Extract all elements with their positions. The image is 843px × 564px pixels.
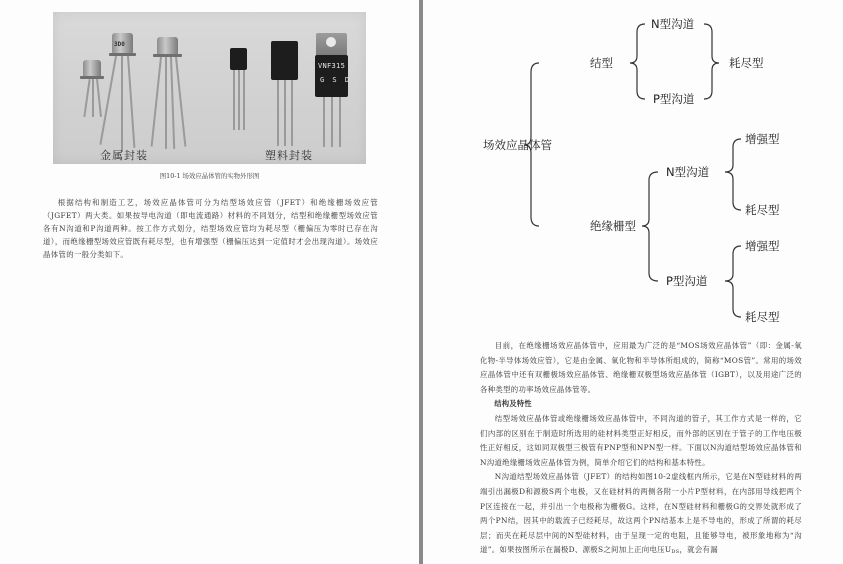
- body-paragraph: 根据结构和制造工艺，场效应晶体管可分为结型场效应管（JFET）和绝缘栅场效应管（JGFET）两大类。如果按导电沟道（即电流通路）材料的不同划分，结型和绝缘栅型场效应管各有N沟道和P沟道两种。按工作方式划分，结型场效应管均为耗尽型（栅偏压为零时已存在沟道），而绝缘栅型场效应管既有耗尽型，也有增强型（栅偏压达到一定值时才会出现沟道）。场效应晶体管的一般分类如下。: [43, 198, 378, 260]
- plastic-to126-transistor: [271, 41, 298, 80]
- tree-ig-n-channel: N型沟道: [666, 165, 710, 179]
- tree-ig-n-depletion: 耗尽型: [745, 203, 780, 217]
- section-heading: 结构及特性: [494, 399, 532, 409]
- tree-ig-n-enhancement: 增强型: [745, 132, 780, 146]
- package-marking: VNF315: [318, 62, 346, 70]
- left-page: [0, 0, 419, 564]
- fet-photo-figure: [53, 12, 366, 164]
- trailing-text: ，就会有漏: [679, 545, 718, 555]
- metal-package-label: 金属封装: [100, 149, 148, 162]
- plastic-package-label: 塑料封装: [265, 149, 313, 162]
- tree-junction-p-channel: P型沟道: [653, 92, 695, 106]
- tree-root: 场效应晶体管: [483, 138, 552, 152]
- plastic-to92-transistor: [230, 48, 247, 70]
- body-paragraph: [480, 470, 802, 560]
- tree-junction-n-channel: N型沟道: [651, 17, 695, 31]
- body-paragraph: 结型场效应晶体管或绝缘栅场效应晶体管中，不同沟道的管子，其工作方式是一样的，它们内部的区别在于制造时所选用的硅材料类型正好相反，而外部的区别在于管子的工作电压极性正好相反，这如同双极型三极管有PNP型和NPN型一样。下面以N沟道结型场效应晶体管和N沟道绝缘栅场效应晶体管为例，简单介绍它们的结构和基本特性。: [480, 413, 802, 467]
- tree-ig-p-depletion: 耗尽型: [745, 310, 780, 324]
- fet-classification-tree: [423, 0, 843, 335]
- right-body-text: [480, 339, 802, 560]
- figure-caption: 图10-1 场效应晶体管的实物外形图: [159, 172, 260, 180]
- body-paragraph: 目前，在绝缘栅场效应晶体管中，应用最为广泛的是“MOS场效应晶体管”（即：金属-氧化物-半导体场效应管），它是由金属、氧化物和半导体所组成的，简称“MOS管”。常用的场效应晶体管中还有双栅极场效应晶体管、绝缘栅双极型场效应晶体管（IGBT），以及用途广泛的各种类型的功率场效应晶体管等。: [480, 341, 802, 394]
- body-paragraph-text: N沟道结型场效应晶体管（JFET）的结构如图10-2虚线框内所示，它是在N型硅材料的两端引出漏极D和源极S两个电极，又在硅材料的两侧各附一小片P型材料，在内部用导线把两个P区连接在一起，并引出一个电极称为栅极G。这样，在N型硅材料和栅极G的交界处就形成了两个PN结，因其中的载流子已经耗尽，故这两个PN结基本上是不导电的，形成了所谓的耗尽层；而夹在耗尽层中间的N型硅材料，由于呈现一定的电阻，且能够导电，被形象地称为“沟道”。如果按图所示在漏极D、源极S之间加上正向电压U: [480, 472, 802, 555]
- tree-insulated-gate-type: 绝缘栅型: [590, 219, 636, 233]
- right-page: [423, 0, 843, 564]
- subscript-ds: DS: [671, 549, 680, 556]
- metal-can-transistor-3: [157, 37, 178, 55]
- tree-junction-type: 结型: [590, 56, 613, 70]
- pin-labels: G S D: [320, 76, 352, 84]
- tree-junction-depletion: 耗尽型: [729, 56, 764, 70]
- metal-can-transistor-1: [83, 60, 101, 77]
- tree-ig-p-channel: P型沟道: [666, 274, 708, 288]
- package-marking: 3D0: [114, 41, 125, 48]
- tree-ig-p-enhancement: 增强型: [745, 239, 780, 253]
- tree-braces: [423, 0, 843, 335]
- to220-heatsink-tab: [316, 33, 347, 55]
